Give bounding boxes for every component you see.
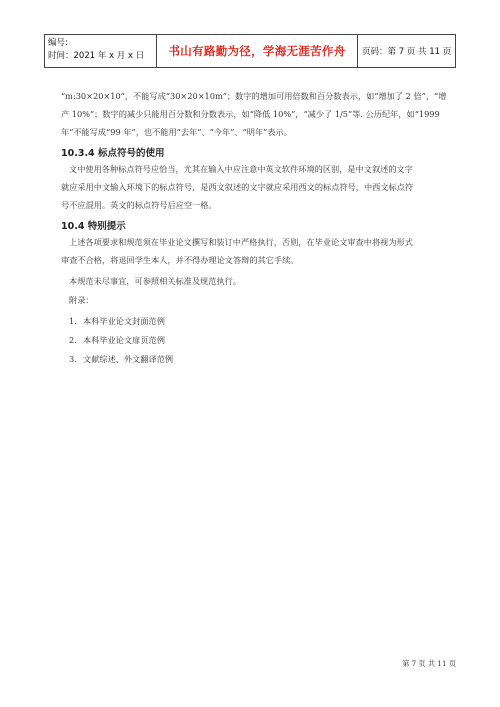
header-page-info: 页码：第 7 页 共 11 页 xyxy=(362,47,452,57)
paragraph-1-line-2: 产 10%”；数字的减少只能用百分数和分数表示，如“降低 10%”，“减少了 1/5”等. 公历纪年，如“1999 xyxy=(61,109,440,119)
paragraph-1-line-1: “m:30×20×10”，不能写成“30×20×10m”；数字的增加可用倍数和百分数表示，如“增加了 2 倍”，“增 xyxy=(61,91,447,101)
appendix-item-text: 文献综述、外文翻译范例 xyxy=(83,354,174,364)
header-motto: 书山有路勤为径，学海无涯苦作舟 xyxy=(157,35,358,67)
paragraph-2-line-1: 文中使用各种标点符号应恰当，尤其在输入中应注意中英文软件环境的区别，是中文叙述的文字 xyxy=(69,164,413,174)
section-heading-10-4: 10.4 特别提示 xyxy=(61,221,126,232)
header-meta xyxy=(45,35,157,67)
appendix-item-number: 2. xyxy=(69,335,77,345)
appendix-item-text: 本科毕业论文扉页范例 xyxy=(83,335,165,345)
paragraph-4: 本规范未尽事宜，可参照相关标准及规范执行。 xyxy=(69,276,241,286)
appendix-item-number: 3. xyxy=(69,354,77,364)
appendix-item-number: 1. xyxy=(69,316,77,326)
appendix-item xyxy=(69,354,173,365)
section-heading-10-3-4: 10.3.4 标点符号的使用 xyxy=(61,148,165,159)
paragraph-3-line-1: 上述各项要求和规范须在毕业论文撰写和装订中严格执行，否则，在毕业论文审查中将视为形式 xyxy=(69,237,413,247)
appendix-item xyxy=(69,335,165,346)
appendix-item xyxy=(69,316,165,327)
page-header xyxy=(44,34,456,68)
number-label: 编号: xyxy=(48,38,68,48)
time-label: 时间：2021 年 x 月 x 日 xyxy=(48,51,145,61)
page-footer-number: 第 7 页 共 11 页 xyxy=(402,659,456,668)
paragraph-2-line-2: 就应采用中文输入环境下的标点符号，是西文叙述的文字就应采用西文的标点符号，中西文标点符 xyxy=(61,182,414,192)
paragraph-3-line-2: 审查不合格，将退回学生本人，并不得办理论文答辩的其它手续。 xyxy=(61,255,299,265)
appendix-item-text: 本科毕业论文封面范例 xyxy=(83,316,165,326)
paragraph-2-line-3: 号不应混用。英文的标点符号后应空一格。 xyxy=(61,200,217,210)
paragraph-1-line-3: 年”不能写成“99 年”，也不能用“去年”、“今年”、“明年”表示。 xyxy=(61,127,292,137)
appendix-label: 附录： xyxy=(69,295,94,305)
